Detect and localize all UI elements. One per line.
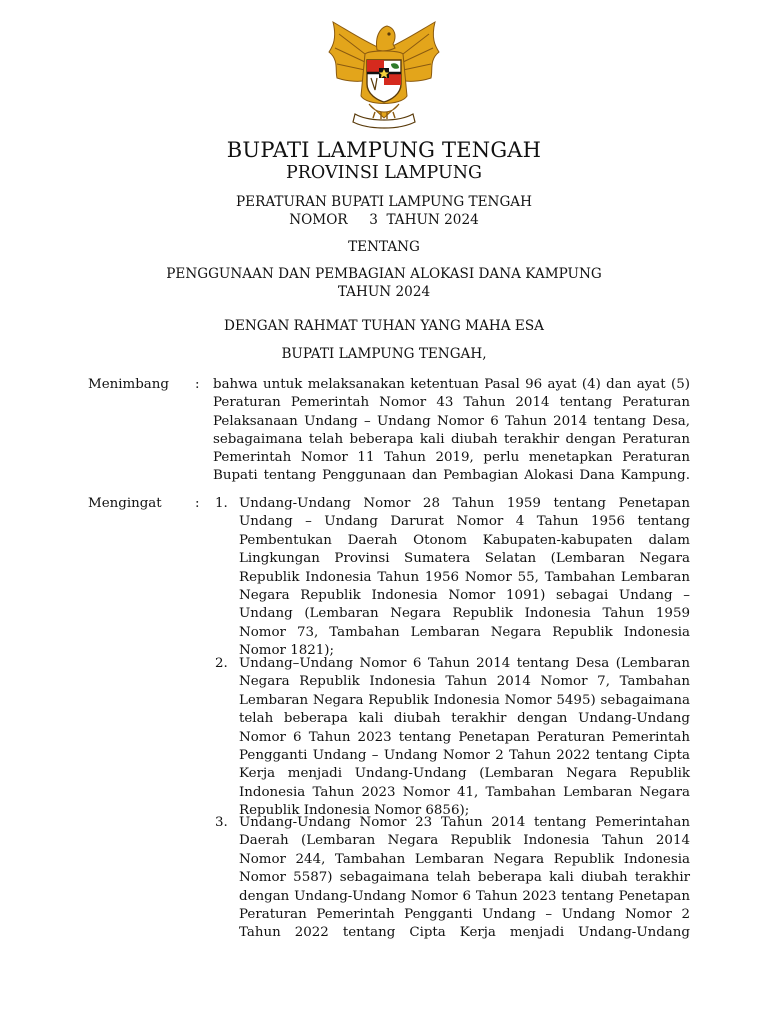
province-title: PROVINSI LAMPUNG xyxy=(285,163,482,183)
regulation-title: PERATURAN BUPATI LAMPUNG TENGAH xyxy=(236,194,532,210)
list-item-text: Undang–Undang Nomor 6 Tahun 2014 tentang Desa (Lembaran Negara Republik Indonesia Tahun 2014 Nomor 7, Tambahan Lembaran Negara Republik Indonesia Nomor 5495) sebagaimana telah beberapa kali diubah terakhir dengan Undang-Undang Nomor 6 Tahun 2023 tentang Penetapan Peraturan Pemerintah Pengganti Undang – Undang Nomor 2 Tahun 2022 tentang Cipta Kerja menjadi Undang-Undang (Lembaran Negara Republik Indonesia Tahun 2023 Nomor 41, Tambahan Lembaran Negara Republik Indonesia Nomor 6856); xyxy=(239,656,690,819)
mengingat-colon: : xyxy=(195,496,200,511)
about-heading: TENTANG xyxy=(348,239,420,255)
issuer-line: BUPATI LAMPUNG TENGAH, xyxy=(281,346,487,362)
subject-line-2: TAHUN 2024 xyxy=(337,284,431,300)
grace-statement: DENGAN RAHMAT TUHAN YANG MAHA ESA xyxy=(224,318,544,334)
document-title: BUPATI LAMPUNG TENGAH xyxy=(226,138,542,162)
regulation-number: NOMOR 3 TAHUN 2024 xyxy=(289,212,479,228)
garuda-emblem-icon xyxy=(325,20,443,132)
menimbang-label: Menimbang xyxy=(88,377,169,392)
mengingat-label: Mengingat xyxy=(88,496,162,511)
list-item-text: Undang-Undang Nomor 23 Tahun 2014 tentang Pemerintahan Daerah (Lembaran Negara Republik Indonesia Tahun 2014 Nomor 244, Tambahan Lembaran Negara Republik Indonesia Nomor 5587) sebagaimana telah beberapa kali diubah terakhir dengan Undang-Undang Nomor 6 Tahun 2023 tentang Penetapan Peraturan Pemerintah Pengganti Undang – Undang Nomor 2 Tahun 2022 tentang Cipta Kerja menjadi Undang-Undang xyxy=(239,815,690,941)
list-item-number: 2. xyxy=(215,656,228,671)
menimbang-colon: : xyxy=(195,377,200,392)
menimbang-text: bahwa untuk melaksanakan ketentuan Pasal 96 ayat (4) dan ayat (5) Peraturan Pemerintah Nomor 43 Tahun 2014 tentang Peraturan Pelaksanaan Undang – Undang Nomor 6 Tahun 2014 tentang Desa, sebagaimana telah beberapa kali diubah terakhir dengan Peraturan Pemerintah Nomor 11 Tahun 2019, perlu menetapkan Peraturan Bupati tentang Penggunaan dan Pembagian Alokasi Dana Kampung. xyxy=(213,377,690,484)
subject-line-1: PENGGUNAAN DAN PEMBAGIAN ALOKASI DANA KAMPUNG xyxy=(166,266,602,282)
list-item-text: Undang-Undang Nomor 28 Tahun 1959 tentang Penetapan Undang – Undang Darurat Nomor 4 Tahun 1956 tentang Pembentukan Daerah Otonom Kabupaten-kabupaten dalam Lingkungan Provinsi Sumatera Selatan (Lembaran Negara Republik Indonesia Tahun 1956 Nomor 55, Tambahan Lembaran Negara Republik Indonesia Nomor 1091) sebagai Undang – Undang (Lembaran Negara Republik Indonesia Tahun 1959 Nomor 73, Tambahan Lembaran Negara Republik Indonesia Nomor 1821); xyxy=(239,496,690,659)
list-item-number: 1. xyxy=(215,496,228,511)
list-item-number: 3. xyxy=(215,815,228,830)
